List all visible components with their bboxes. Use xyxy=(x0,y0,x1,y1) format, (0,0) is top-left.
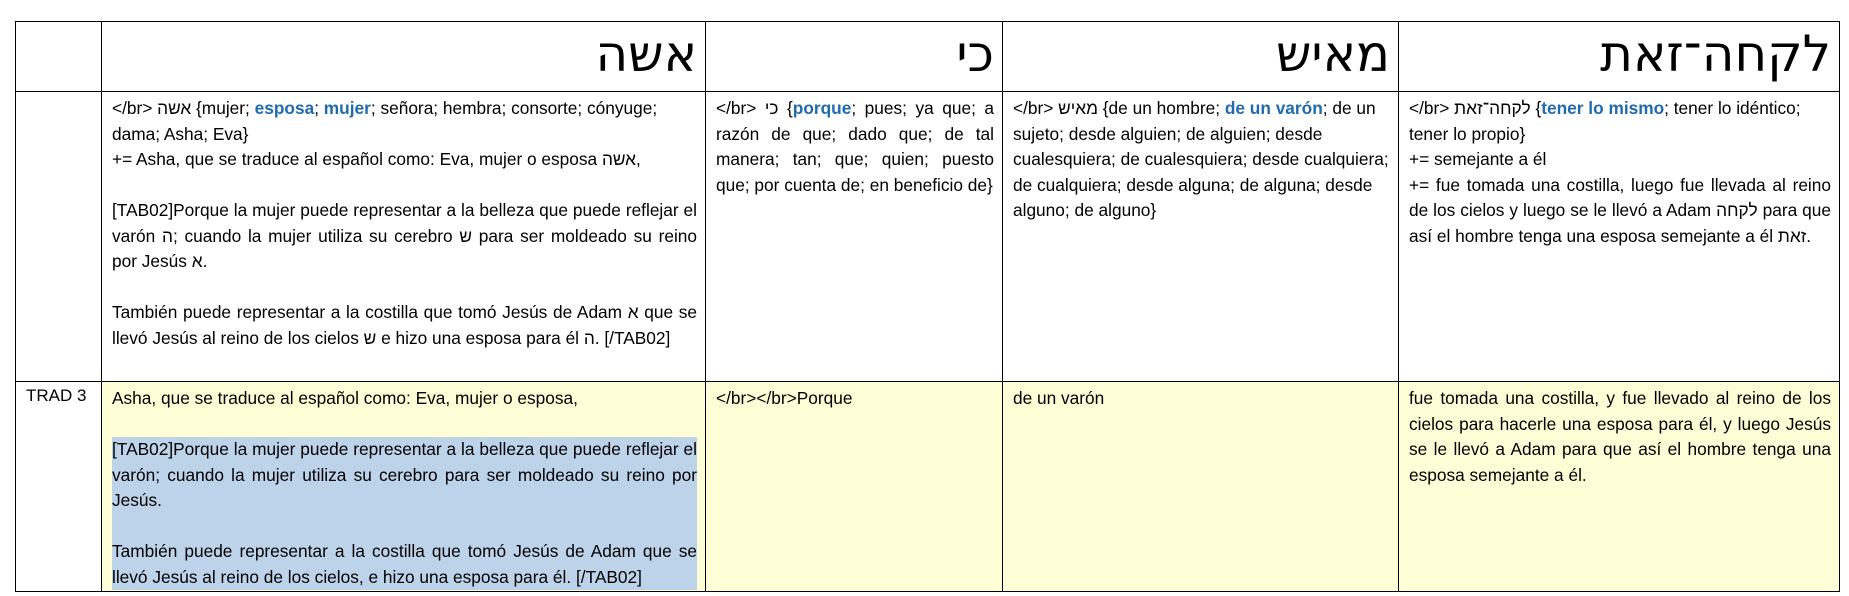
header-cell-isha[interactable]: אשה xyxy=(102,22,706,92)
cell-isha-translation[interactable] xyxy=(102,382,706,592)
commentary-paragraph: [TAB02]Porque la mujer puede representar a la belleza que puede reflejar el varón ה; cuando la mujer utiliza su cerebro ש para ser moldeado su reino por Jesús א. xyxy=(112,200,697,271)
cell-ki-definition[interactable] xyxy=(706,92,1003,382)
cell-meish-translation[interactable]: de un varón xyxy=(1003,382,1399,592)
definition-text: ; señora; hembra; consorte; cónyuge; dama; Asha; Eva} xyxy=(112,98,658,144)
commentary-paragraph: += fue tomada una costilla, luego fue llevada al reino de los cielos y luego se le llevó a Adam לקחה para que así el hombre tenga una esposa semejante a él זאת. xyxy=(1409,174,1831,246)
definition-text: ; pues; ya que; a razón de que; dado que; de tal manera; tan; que; quien; puesto que; por cuenta de; en beneficio de} xyxy=(716,98,995,195)
definition-text: </br> לקחה־זאת { xyxy=(1409,98,1542,118)
table-row-dictionary xyxy=(16,92,1840,382)
keyword: de un varón xyxy=(1224,98,1323,118)
keyword: tener lo mismo xyxy=(1541,98,1665,118)
row-label: TRAD 3 xyxy=(16,382,102,592)
header-row xyxy=(16,22,1840,92)
translation-line: += Asha, que se traduce al español como: Eva, mujer o esposa אשה, xyxy=(112,149,641,169)
row-label xyxy=(16,92,102,382)
commentary-paragraph: También puede representar a la costilla que tomó Jesús de Adam א que se llevó Jesús al reino de los cielos ש e hizo una esposa para él ה. [/TAB02] xyxy=(112,302,697,348)
cell-luqcha-zot-translation[interactable]: fue tomada una costilla, y fue llevado al reino de los cielos para hacerle una esposa para él, y luego Jesús se le llevó a Adam para que así el hombre tenga una esposa semejante a él. xyxy=(1399,382,1840,592)
translation-line: Asha, que se traduce al español como: Eva, mujer o esposa, xyxy=(112,388,578,408)
cell-isha-definition[interactable] xyxy=(102,92,706,382)
definition-line xyxy=(112,96,697,147)
hebrew-word: אשה xyxy=(157,98,192,118)
header-cell-luqcha-zot[interactable]: לקחה־זאת xyxy=(1399,22,1840,92)
definition-text: ; tener lo idéntico; tener lo propio} xyxy=(1409,98,1801,144)
definition-line xyxy=(1409,96,1831,147)
interlinear-table xyxy=(15,21,1840,592)
definition-text: </br> מאיש {de un hombre; xyxy=(1013,98,1225,118)
cell-ki-translation[interactable]: </br></br>Porque xyxy=(706,382,1003,592)
cell-luqcha-zot-definition[interactable] xyxy=(1399,92,1840,382)
keyword: esposa xyxy=(254,98,315,118)
definition-text: {mujer; xyxy=(191,98,255,118)
highlighted-paragraph: [TAB02]Porque la mujer puede representar a la belleza que puede reflejar el varón; cuando la mujer utiliza su cerebro para ser moldeado su reino por Jesús. xyxy=(112,437,697,514)
translation-line: += semejante a él xyxy=(1409,149,1547,169)
header-cell-ki[interactable]: כי xyxy=(706,22,1003,92)
keyword: mujer xyxy=(323,98,371,118)
definition-text: </br> כי { xyxy=(716,98,793,118)
highlighted-paragraph: También puede representar a la costilla que tomó Jesús de Adam que se llevó Jesús al reino de los cielos, e hizo una esposa para él. [/TAB02] xyxy=(112,539,697,590)
table-row-trad3 xyxy=(16,382,1840,592)
definition-text: ; de un sujeto; desde alguien; de alguien; desde cualesquiera; de cualesquiera; desde cualquiera; de cualquiera; desde alguna; de alguna; desde alguno; de alguno} xyxy=(1013,98,1389,220)
tag-text: </br> xyxy=(112,98,158,118)
header-cell-meish[interactable]: מאיש xyxy=(1003,22,1399,92)
header-cell-empty xyxy=(16,22,102,92)
cell-meish-definition[interactable] xyxy=(1003,92,1399,382)
definition-text: ; xyxy=(314,98,324,118)
keyword: porque xyxy=(792,98,852,118)
